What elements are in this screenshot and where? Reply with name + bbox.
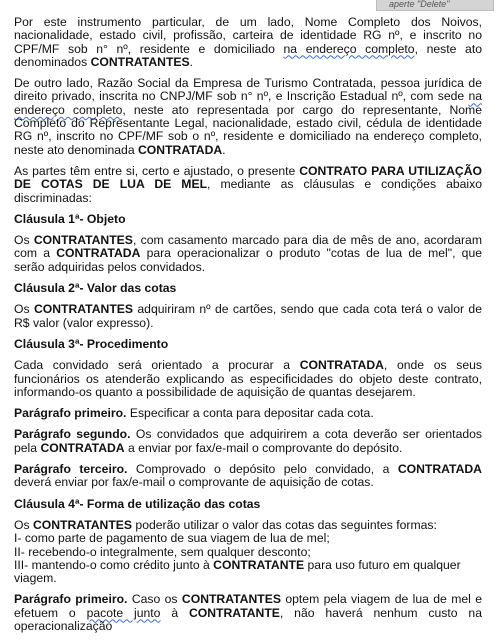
text-run: poderão utilizar o valor das cotas das seguintes formas: <box>132 517 437 532</box>
bold-term: Parágrafo primeiro. <box>14 406 127 421</box>
text-run: Cada convidado será orientado a procurar a <box>14 358 300 373</box>
text-run: , mediante as cláusulas e condições abaixo discriminadas: <box>14 177 483 205</box>
text-run: De outro lado, Razão Social da Empresa de Turismo Contratada, pessoa jurídica de direito privado, inscrita no CNPJ/MF sob n° nº, e Inscrição Estadual nº, com sede <box>14 76 482 104</box>
clause-heading-1: Cláusula 1ª- Objeto <box>14 211 126 226</box>
list-intro <box>14 519 482 532</box>
paragraph-clause-3-first <box>14 407 482 420</box>
text-run: As partes têm entre si, certo e ajustado, o presente <box>14 163 300 178</box>
bold-term: CONTRATANTES <box>33 233 133 248</box>
clause-heading-2: Cláusula 2ª- Valor das cotas <box>14 281 177 296</box>
bold-term: CONTRATADA <box>397 462 482 477</box>
text-run: Comprovado o depósito pelo convidado, a <box>127 462 398 477</box>
paragraph-clause-3-second <box>14 428 482 455</box>
paragraph-clause-4 <box>14 519 482 585</box>
text-run: III- mantendo-o como crédito junto à <box>14 557 214 572</box>
text-run: Os <box>14 302 34 317</box>
bold-term: Parágrafo segundo. <box>14 427 131 442</box>
bold-term: CONTRATADA <box>138 142 223 157</box>
spellcheck-flagged-text: na endereço completo <box>283 41 415 56</box>
clause-heading-3: Cláusula 3ª- Procedimento <box>14 336 169 351</box>
text-run: Caso os <box>127 592 182 607</box>
text-run: , com casamento marcado para dia de mês de ano, acordaram com a <box>14 233 482 261</box>
list-item <box>14 559 482 586</box>
text-run: Os <box>14 517 33 532</box>
bold-term: CONTRATANTES <box>181 592 281 607</box>
text-run: , neste ato denominados <box>14 41 482 69</box>
text-run: . <box>222 142 226 157</box>
paragraph-clause-3-third <box>14 463 482 490</box>
bold-term: Parágrafo primeiro. <box>14 592 128 607</box>
bold-term: CONTRATADA <box>56 246 141 261</box>
text-run: , onde os seus funcionários os atenderão explicando as especificidades do objeto deste contrato, informando-os quanto a possibilidade de aquisição de quantas desejarem. <box>14 358 482 399</box>
bold-term: CONTRATO PARA UTILIZAÇÃO DE COTAS DE LUA DE MEL <box>14 163 482 192</box>
list-item: II- recebendo-o integralmente, sem qualquer desconto; <box>14 544 311 559</box>
bold-term: CONTRATANTES <box>33 302 134 317</box>
clause-heading-4: Cláusula 4ª- Forma de utilização das cotas <box>14 496 261 511</box>
bold-term: CONTRATANTES <box>32 517 133 532</box>
delete-hint-tab: aperte "Delete" <box>376 0 494 11</box>
text-run: . <box>189 54 194 69</box>
paragraph-clause-4-first <box>14 593 482 633</box>
paragraph-parties-contratada <box>14 77 482 157</box>
paragraph-clause-1 <box>14 234 482 274</box>
text-run: optem pela viagem de lua de mel e efetuem o <box>14 592 483 620</box>
list-item: I- como parte de pagamento de sua viagem de lua de mel; <box>14 531 330 546</box>
text-run: para operacionalizar o produto "cotas de lua de mel", que serão adquiridas pelos convidados. <box>14 246 482 274</box>
text-run: Especificar a conta para depositar cada cota. <box>126 406 374 421</box>
bold-term: CONTRATANTE <box>188 605 280 620</box>
bold-term: CONTRATADA <box>299 358 384 373</box>
text-run: Por este instrumento particular, de um lado, Nome Completo dos Noivos, nacionalidade, estado civil, profissão, carteira de identidade RG nº, e inscrito no CPF/MF sob n° nº, residente e domiciliado <box>14 15 482 56</box>
text-run: , neste ato representada por cargo do representante, Nome Completo do Representante Legal, nacionalidade, estado civil, cédula de identidade RG nº, inscrito no CPF/MF sob o nº, residente e domiciliado na endereço completo, neste ato denominada <box>14 102 482 157</box>
text-run: adquiriram nº de cartões, sendo que cada cota terá o valor de R$ valor (valor expresso). <box>14 302 482 330</box>
text-run: Os convidados que adquirirem a cota deverão ser orientados pela <box>14 427 482 455</box>
text-run: a enviar por fax/e-mail o comprovante do depósito. <box>124 440 403 455</box>
text-run: Os <box>14 233 34 248</box>
spellcheck-flagged-text: na endereço completo <box>14 89 482 117</box>
spellcheck-flagged-text: pacote junto <box>86 605 161 620</box>
text-run: para uso futuro em qualquer viagem. <box>14 557 461 586</box>
paragraph-parties-contratantes <box>14 16 482 69</box>
paragraph-clause-3 <box>14 359 482 399</box>
text-run: deverá enviar por fax/e-mail o comprovante de aquisição de cotas. <box>14 475 374 490</box>
bold-term: Parágrafo terceiro. <box>14 462 128 477</box>
bold-term: CONTRATADA <box>40 440 125 455</box>
bold-term: CONTRATANTE <box>213 557 305 572</box>
text-run: à <box>160 605 189 620</box>
bold-term: CONTRATANTES <box>90 54 190 69</box>
contract-body[interactable] <box>14 16 482 641</box>
text-run: , não haverá nenhum custo na operacionalização <box>14 605 482 633</box>
paragraph-clause-2 <box>14 303 482 330</box>
paragraph-agreement <box>14 165 482 205</box>
top-strip <box>0 0 500 12</box>
